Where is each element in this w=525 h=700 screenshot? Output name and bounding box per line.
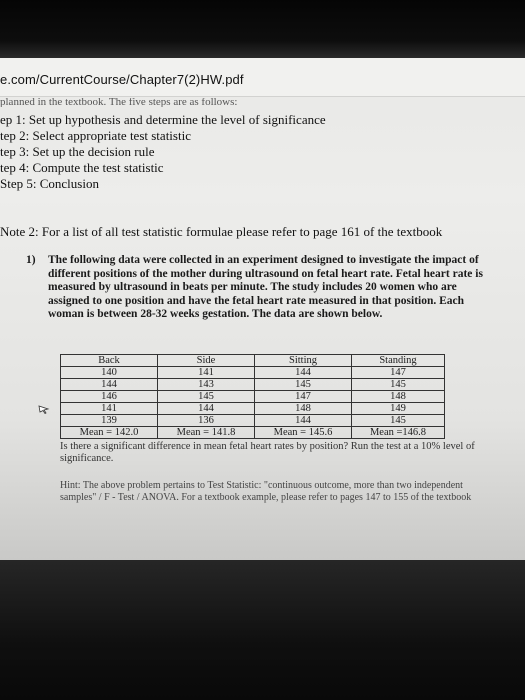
table-cell: 146 — [61, 391, 158, 403]
table-cell: 145 — [352, 415, 445, 427]
table-row — [61, 391, 445, 403]
table-cell: 145 — [158, 391, 255, 403]
table-row — [61, 415, 445, 427]
table-cell: 148 — [255, 403, 352, 415]
url-text[interactable]: e.com/CurrentCourse/Chapter7(2)HW.pdf — [0, 72, 244, 87]
table-cell: 141 — [61, 403, 158, 415]
table-row — [61, 403, 445, 415]
table-cell: 144 — [158, 403, 255, 415]
step-5: Step 5: Conclusion — [0, 176, 99, 191]
table-cell: 144 — [255, 367, 352, 379]
mean-standing: Mean =146.8 — [352, 427, 445, 439]
step-2: tep 2: Select appropriate test statistic — [0, 128, 191, 143]
partial-text-line: planned in the textbook. The five steps are as follows: — [0, 98, 238, 107]
mean-sitting: Mean = 145.6 — [255, 427, 352, 439]
table-cell: 143 — [158, 379, 255, 391]
step-3: tep 3: Set up the decision rule — [0, 144, 155, 159]
monitor-bezel-bottom — [0, 560, 525, 700]
table-cell: 145 — [255, 379, 352, 391]
table-cell: 139 — [61, 415, 158, 427]
table-cell: 144 — [255, 415, 352, 427]
table-cell: 136 — [158, 415, 255, 427]
table-cell: 148 — [352, 391, 445, 403]
table-cell: 145 — [352, 379, 445, 391]
table-header-row — [61, 355, 445, 367]
monitor-bezel-top — [0, 0, 525, 58]
question-1 — [26, 254, 496, 322]
data-table — [60, 354, 445, 439]
address-bar[interactable] — [0, 58, 525, 97]
question-number: 1) — [26, 254, 36, 266]
table-cell: 141 — [158, 367, 255, 379]
question-prompt: Is there a significant difference in mean fetal heart rates by position? Run the test at a 10% level of significance. — [60, 441, 475, 464]
header-side: Side — [158, 355, 255, 367]
mean-side: Mean = 141.8 — [158, 427, 255, 439]
note-2: Note 2: For a list of all test statistic formulae please refer to page 161 of the textbook — [0, 224, 443, 239]
hint-text: Hint: The above problem pertains to Test Statistic: "continuous outcome, more than two independent samples" / F - Test / ANOVA. For a textbook example, please refer to pages 147 to 155 of the textbook — [60, 480, 472, 503]
table-cell: 140 — [61, 367, 158, 379]
step-4: tep 4: Compute the test statistic — [0, 160, 164, 175]
table-cell: 147 — [352, 367, 445, 379]
mean-back: Mean = 142.0 — [61, 427, 158, 439]
table-cell: 144 — [61, 379, 158, 391]
step-1: ep 1: Set up hypothesis and determine the level of significance — [0, 112, 326, 127]
question-text: The following data were collected in an experiment designed to investigate the impact of different positions of the mother during ultrasound on fetal heart rate. Fetal heart rate is measured by ultrasound in beats per minute. The study includes 20 women who are assigned to one position and have the fetal heart rate measured in that position. Each woman is between 28-32 weeks gestation. The data are shown below. — [48, 254, 483, 320]
mouse-cursor-icon — [38, 404, 50, 414]
table-cell: 147 — [255, 391, 352, 403]
header-sitting: Sitting — [255, 355, 352, 367]
table-row — [61, 379, 445, 391]
header-back: Back — [61, 355, 158, 367]
table-mean-row — [61, 427, 445, 439]
table-cell: 149 — [352, 403, 445, 415]
table-row — [61, 367, 445, 379]
header-standing: Standing — [352, 355, 445, 367]
steps-list — [0, 112, 326, 192]
